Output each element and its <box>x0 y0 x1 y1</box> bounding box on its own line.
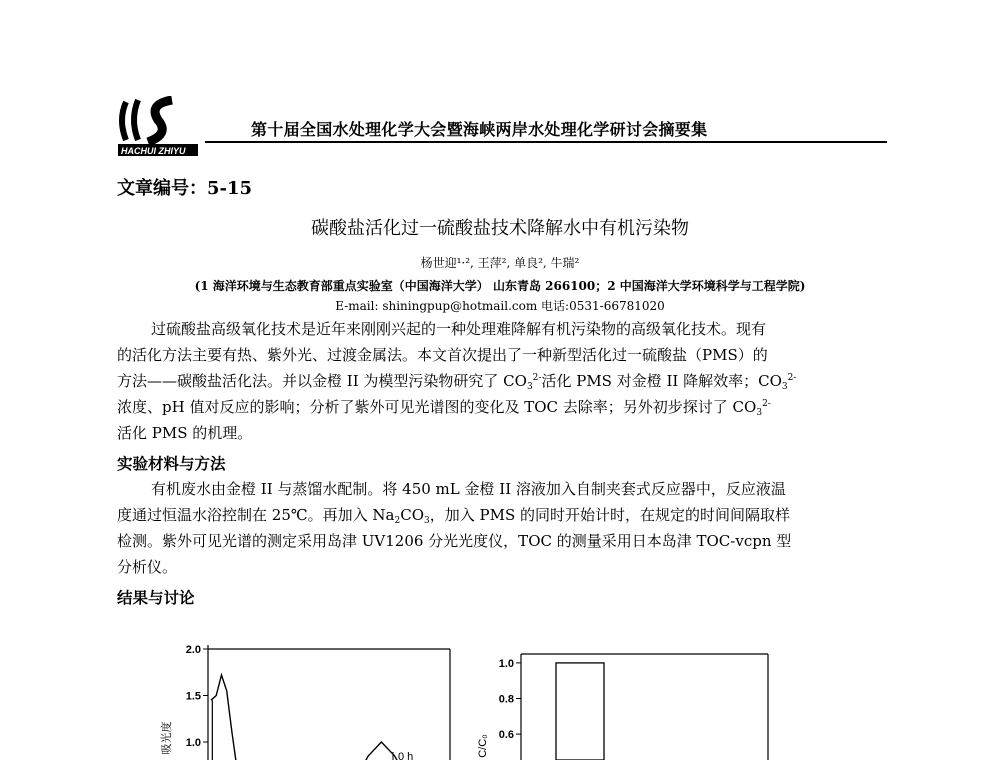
contact-info: E-mail: shiningpup@hotmail.com 电话:0531-66781020 <box>335 299 665 313</box>
spectrum-y-tick-label: 1.5 <box>185 690 201 703</box>
methods-line-2: 度通过恒温水浴控制在 25℃。再加入 $Na_2CO_3$，加入 PMS 的同时开始计时，在规定的时间间隔取样 <box>117 506 791 526</box>
section-heading-methods: 实验材料与方法 <box>117 454 226 473</box>
spectrum-y-tick-label: 2.0 <box>185 644 201 656</box>
bar-y-tick-label: 1.0 <box>498 657 514 670</box>
legend-label-0h: 0 h <box>398 751 414 760</box>
bar-y-label: C/C₀ <box>477 734 489 758</box>
logo-text: HACHUI ZHIYU <box>121 146 186 156</box>
bar-0 <box>556 663 604 760</box>
proceedings-title: 第十届全国水处理化学大会暨海峡两岸水处理化学研讨会摘要集 <box>251 120 708 139</box>
bar-y-tick-label: 0.8 <box>498 693 514 706</box>
journal-logo <box>118 96 200 158</box>
abstract-line-1: 过硫酸盐高级氧化技术是近年来刚刚兴起的一种处理难降解有机污染物的高级氧化技术。现有 <box>151 320 767 338</box>
abstract-line-4: 浓度、pH 值对反应的影响；分析了紫外可见光谱图的变化及 TOC 去除率；另外初步探讨了 $CO_3^{2-}$ <box>117 398 771 418</box>
abstract-line-3: 方法——碳酸盐活化法。并以金橙 II 为模型污染物研究了 $CO_3^{2-}$活化 PMS 对金橙 II 降解效率；$CO_3^{2-}$ <box>117 372 797 392</box>
abstract-line-5: 活化 PMS 的机理。 <box>117 424 253 442</box>
bar-y-tick-label: 0.6 <box>498 729 514 742</box>
abstract-line-2: 的活化方法主要有热、紫外光、过渡金属法。本文首次提出了一种新型活化过一硫酸盐（PMS）的 <box>117 346 768 364</box>
spectrum-y-tick-label: 1.0 <box>185 737 201 749</box>
spectrum-curve-0h <box>211 675 408 760</box>
spectrum-y-label: 吸光度 <box>161 721 173 755</box>
affiliation: (1 海洋环境与生态教育部重点实验室（中国海洋大学） 山东青岛 266100；2 中国海洋大学环境科学与工程学院) <box>194 279 806 293</box>
methods-line-3: 检测。紫外可见光谱的测定采用岛津 UV1206 分光光度仪，TOC 的测量采用日本岛津 TOC-vcpn 型 <box>117 532 792 550</box>
article-number: 文章编号：5-15 <box>117 178 253 199</box>
methods-line-4: 分析仪。 <box>117 558 178 576</box>
paper-title: 碳酸盐活化过一硫酸盐技术降解水中有机污染物 <box>311 218 689 239</box>
author-list: 杨世迎¹·², 王萍², 单良², 牛瑞² <box>420 256 580 270</box>
header-rule <box>205 141 887 143</box>
section-heading-results: 结果与讨论 <box>117 588 195 607</box>
figure-area <box>0 630 1000 760</box>
methods-line-1: 有机废水由金橙 II 与蒸馏水配制。将 450 mL 金橙 II 溶液加入自制夹套式反应器中，反应液温 <box>151 480 786 498</box>
